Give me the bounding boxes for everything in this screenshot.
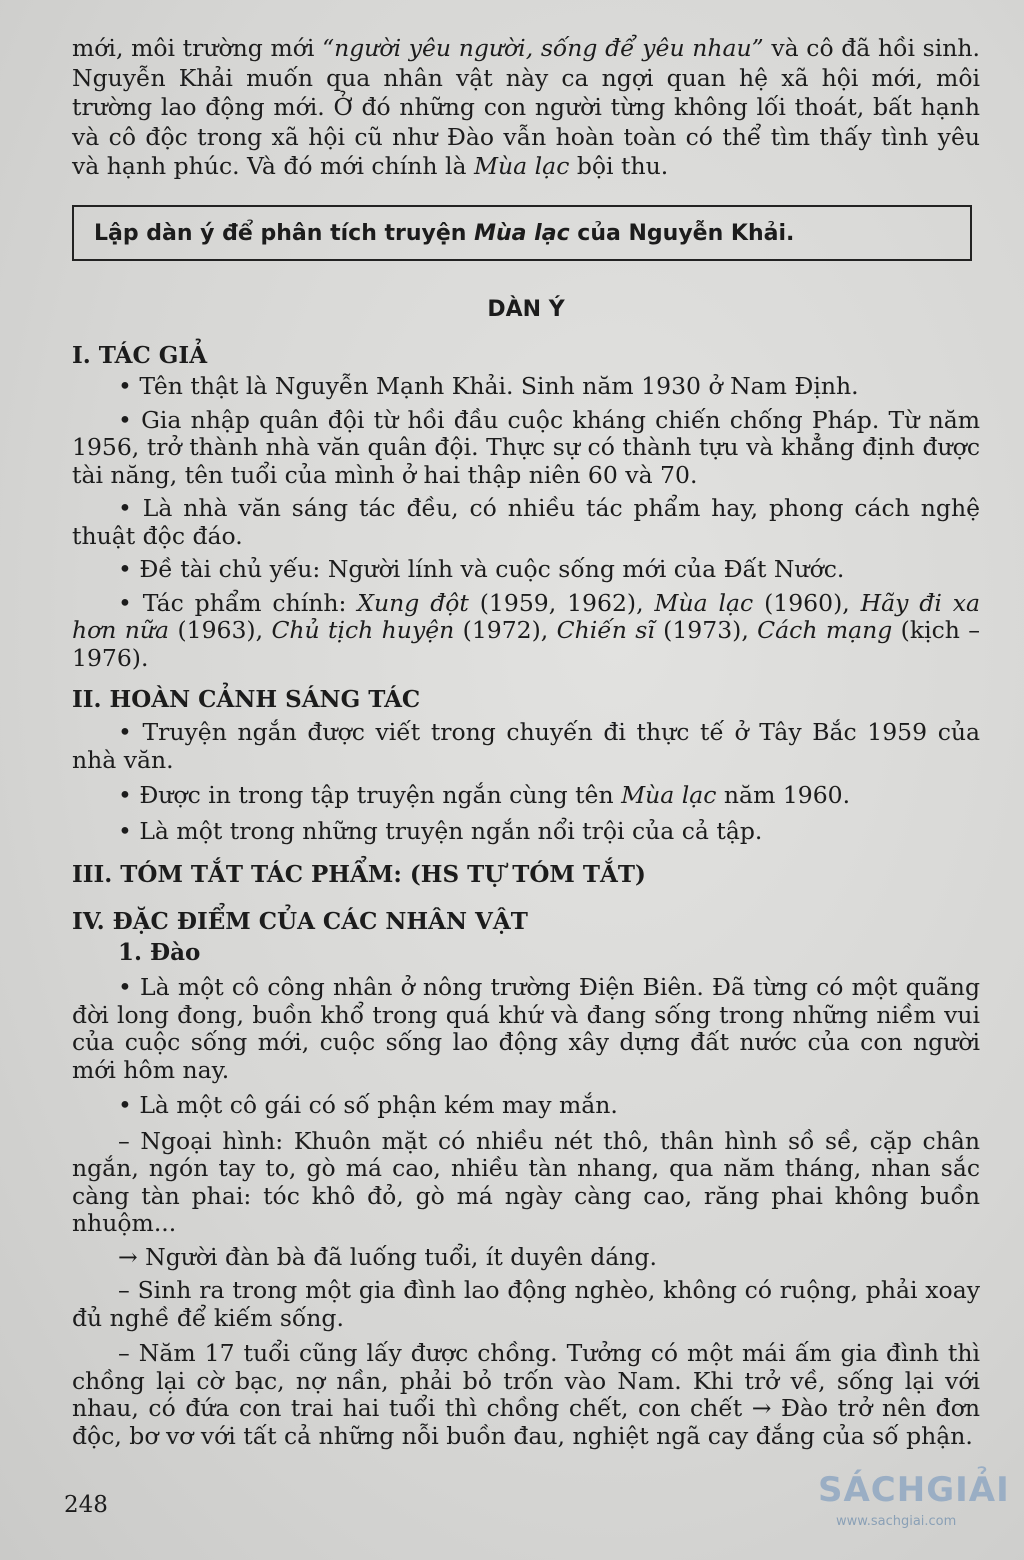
context-bullet-3: • Là một trong những truyện ngắn nổi trội của cả tập. — [118, 816, 763, 845]
watermark-logo — [818, 1470, 1023, 1550]
task-text: Lập dàn ý để phân tích truyện Mùa lạc của Nguyễn Khải. — [94, 220, 795, 246]
intro-paragraph — [72, 34, 980, 182]
dao-bullet-1: • Là một cô công nhân ở nông trường Điện Biên. Đã từng có một quãng đời long đong, buồn khổ trong quá khứ và đang sống trong những niềm vui của cuộc sống mới, cuộc sống lao động xây dựng đất nước của con người mới hôm nay. — [72, 973, 980, 1084]
intro-block — [72, 34, 980, 182]
dao-detail-marriage: – Năm 17 tuổi cũng lấy được chồng. Tưởng có một mái ấm gia đình thì chồng lại cờ bạc, nợ nần, phải bỏ trốn vào Nam. Khi trở về, sống lại với nhau, có đứa con trai hai tuổi thì chồng chết, con chết → Đào trở nên đơn độc, bơ vơ với tất cả những nỗi buồn đau, nghiệt ngã cay đắng của số phận. — [72, 1339, 980, 1450]
author-bullet-2: • Gia nhập quân đội từ hồi đầu cuộc kháng chiến chống Pháp. Từ năm 1956, trở thành nhà văn quân đội. Thực sự có thành tựu và khẳng định được tài năng, tên tuổi của mình ở hai thập niên 60 và 70. — [72, 405, 980, 489]
author-bullet-5: • Tác phẩm chính: Xung đột (1959, 1962), Mùa lạc (1960), Hãy đi xa hơn nữa (1963), Chủ tịch huyện (1972), Chiến sĩ (1973), Cách mạng (kịch – 1976). — [72, 588, 981, 672]
dao-detail-origin: – Sinh ra trong một gia đình lao động nghèo, không có ruộng, phải xoay đủ nghề để kiếm sống. — [72, 1276, 980, 1332]
watermark-url: www.sachgiai.com — [836, 1514, 957, 1529]
intro-text-a: mới, môi trường mới — [72, 34, 323, 62]
dao-detail-appearance: – Ngoại hình: Khuôn mặt có nhiều nét thô, thân hình sồ sề, cặp chân ngắn, ngón tay to, gò má cao, nhiều tàn nhang, qua năm tháng, nhan sắc càng tàn phai: tóc khô đỏ, gò má ngày càng cao, răng phai không buồn nhuộm... — [72, 1126, 980, 1237]
watermark-brand: SÁCHGIẢI — [818, 1470, 1010, 1510]
section-author-heading: I. TÁC GIẢ — [72, 342, 208, 369]
dao-bullet-2: • Là một cô gái có số phận kém may mắn. — [118, 1091, 618, 1119]
character-dao-heading: 1. Đào — [118, 939, 201, 966]
intro-work-title: Mùa lạc — [473, 152, 570, 180]
author-bullet-1: • Tên thật là Nguyễn Mạnh Khải. Sinh năm 1930 ở Nam Định. — [118, 372, 859, 400]
intro-quote: “người yêu người, sống để yêu nhau” — [322, 34, 764, 62]
context-bullet-2: • Được in trong tập truyện ngắn cùng tên Mùa lạc năm 1960. — [118, 781, 851, 809]
section-context-heading: II. HOÀN CẢNH SÁNG TÁC — [72, 686, 421, 713]
context-bullet-1: • Truyện ngắn được viết trong chuyến đi thực tế ở Tây Bắc 1959 của nhà văn. — [72, 718, 980, 774]
outline-title: DÀN Ý — [487, 297, 565, 322]
task-box — [72, 205, 972, 261]
author-bullet-4: • Đề tài chủ yếu: Người lính và cuộc sống mới của Đất Nước. — [118, 555, 845, 583]
intro-text-b: và cô đã hồi sinh. Nguyễn Khải muốn qua nhân vật này ca ngợi quan hệ xã hội mới, môi trường lao động mới. Ở đó những con người từng không lối thoát, bất hạnh và cô độc trong xã hội cũ như Đào vẫn hoàn toàn có thể tìm thấy tình yêu và hạnh phúc. Và đó mới chính là — [72, 34, 980, 180]
intro-text-c: bội thu. — [569, 152, 669, 180]
page-number: 248 — [64, 1492, 108, 1518]
author-bullet-3: • Là nhà văn sáng tác đều, có nhiều tác phẩm hay, phong cách nghệ thuật độc đáo. — [72, 494, 980, 550]
dao-conclusion-arrow: → Người đàn bà đã luống tuổi, ít duyên dáng. — [118, 1242, 657, 1271]
section-summary-heading: III. TÓM TẮT TÁC PHẨM: (HS TỰ TÓM TẮT) — [72, 861, 646, 888]
outline — [72, 296, 980, 1450]
section-characters-heading: IV. ĐẶC ĐIỂM CỦA CÁC NHÂN VẬT — [72, 908, 528, 935]
